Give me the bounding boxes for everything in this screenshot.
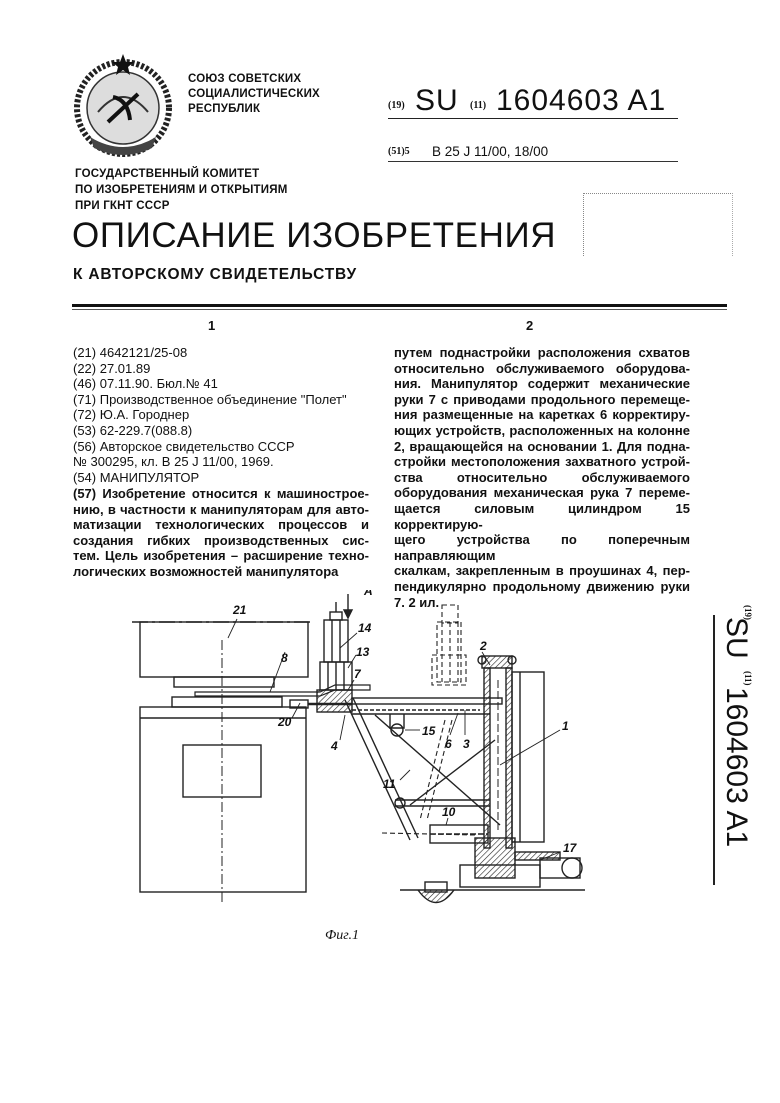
label-14: 14 <box>358 621 372 635</box>
abstract-line: относительно обслуживаемого оборудова- <box>394 361 690 377</box>
side-patent-number: 1604603 A1 <box>719 687 753 847</box>
divider-rule <box>72 304 727 307</box>
abstract-line: ния. Манипулятор содержит механические <box>394 376 690 392</box>
label-view-a: A <box>363 590 373 598</box>
biblio-entry: (72) Ю.А. Городнер <box>73 407 393 423</box>
document-title: ОПИСАНИЕ ИЗОБРЕТЕНИЯ <box>72 216 556 256</box>
biblio-entry: (21) 4642121/25-08 <box>73 345 393 361</box>
label-17: 17 <box>563 841 578 855</box>
label-4: 4 <box>330 739 338 753</box>
patent-number-block <box>388 84 678 119</box>
biblio-entry: (71) Производственное объединение "Полет" <box>73 392 393 408</box>
ipc-classes: B 25 J 11/00, 18/00 <box>432 144 548 159</box>
label-6: 6 <box>445 737 452 751</box>
union-line: СОЮЗ СОВЕТСКИХ <box>188 72 320 87</box>
ipc-block <box>388 143 678 162</box>
ussr-emblem-icon <box>68 52 178 162</box>
label-10: 10 <box>442 805 456 819</box>
abstract-line: ства относительно обслуживаемого <box>394 470 690 486</box>
label-3: 3 <box>463 737 470 751</box>
country-code-tag: (19) <box>388 100 405 111</box>
abstract-line: 2, вращающейся на основании 1. Для подна- <box>394 439 690 455</box>
abstract-right <box>394 345 690 610</box>
library-stamp <box>583 193 733 256</box>
union-line: РЕСПУБЛИК <box>188 102 320 117</box>
column-number-right: 2 <box>526 318 533 333</box>
union-name <box>188 72 320 117</box>
abstract-line: 7. 2 ил. <box>394 595 690 611</box>
abstract-line: щего устройства по поперечным направляющим <box>394 532 690 563</box>
biblio-entry: (53) 62-229.7(088.8) <box>73 423 393 439</box>
side-patent-label <box>695 605 765 885</box>
committee-line: ПО ИЗОБРЕТЕНИЯМ И ОТКРЫТИЯМ <box>75 182 288 198</box>
figure-1-drawing <box>120 590 610 930</box>
label-21: 21 <box>232 603 247 617</box>
side-number-tag: (11) <box>743 671 753 686</box>
document-subtitle: К АВТОРСКОМУ СВИДЕТЕЛЬСТВУ <box>73 266 357 284</box>
abstract-line: матизации технологических процессов и <box>73 517 369 533</box>
column-number-left: 1 <box>208 318 215 333</box>
figure-caption: Фиг.1 <box>325 928 359 944</box>
abstract-line: оборудования механическая рука 7 переме- <box>394 485 690 501</box>
label-13: 13 <box>356 645 370 659</box>
abstract-line: создания гибких производственных сис- <box>73 533 369 549</box>
label-8: 8 <box>281 651 288 665</box>
number-tag: (11) <box>470 100 486 111</box>
abstract-line: (57) Изобретение относится к машинострое- <box>73 486 369 502</box>
abstract-line: ющих устройств, расположенных на колонне <box>394 423 690 439</box>
abstract-line: ния размещенные на каретках 6 корректиру- <box>394 407 690 423</box>
committee-name <box>75 166 288 214</box>
abstract-line: стройки местоположения захватного устрой- <box>394 454 690 470</box>
committee-line: ПРИ ГКНТ СССР <box>75 198 288 214</box>
patent-number: 1604603 A1 <box>496 84 666 118</box>
invention-title: (54) МАНИПУЛЯТОР <box>73 470 393 486</box>
biblio-entry: (22) 27.01.89 <box>73 361 393 377</box>
side-underline <box>714 615 716 885</box>
abstract-line: нию, в частности к манипуляторам для авто- <box>73 502 369 518</box>
union-line: СОЦИАЛИСТИЧЕСКИХ <box>188 87 320 102</box>
label-2: 2 <box>479 639 487 653</box>
abstract-line: щается силовым цилиндром 15 корректирую- <box>394 501 690 532</box>
abstract-line: скалкам, закрепленным в проушинах 4, пер- <box>394 563 690 579</box>
abstract-line: логических возможностей манипулятора <box>73 564 369 580</box>
label-1: 1 <box>562 719 569 733</box>
side-country-code: SU <box>719 617 753 659</box>
biblio-entry: (46) 07.11.90. Бюл.№ 41 <box>73 376 393 392</box>
label-11: 11 <box>383 777 396 791</box>
abstract-line: руки 7 с приводами продольного перемеще- <box>394 392 690 408</box>
label-7: 7 <box>354 667 362 681</box>
biblio-entry: № 300295, кл. B 25 J 11/00, 1969. <box>73 454 393 470</box>
bibliographic-data <box>73 345 393 485</box>
country-code: SU <box>415 84 459 118</box>
committee-line: ГОСУДАРСТВЕННЫЙ КОМИТЕТ <box>75 166 288 182</box>
abstract-line: тем. Цель изобретения – расширение техно- <box>73 548 369 564</box>
biblio-entry: (56) Авторское свидетельство СССР <box>73 439 393 455</box>
divider-rule <box>72 309 727 310</box>
ipc-tag: (51)5 <box>388 146 410 157</box>
abstract-line: пендикулярно продольному движению руки <box>394 579 690 595</box>
label-15: 15 <box>422 724 436 738</box>
label-20: 20 <box>277 715 292 729</box>
side-country-tag: (19) <box>743 605 753 620</box>
abstract-line: путем поднастройки расположения схватов <box>394 345 690 361</box>
abstract-left <box>73 486 369 580</box>
